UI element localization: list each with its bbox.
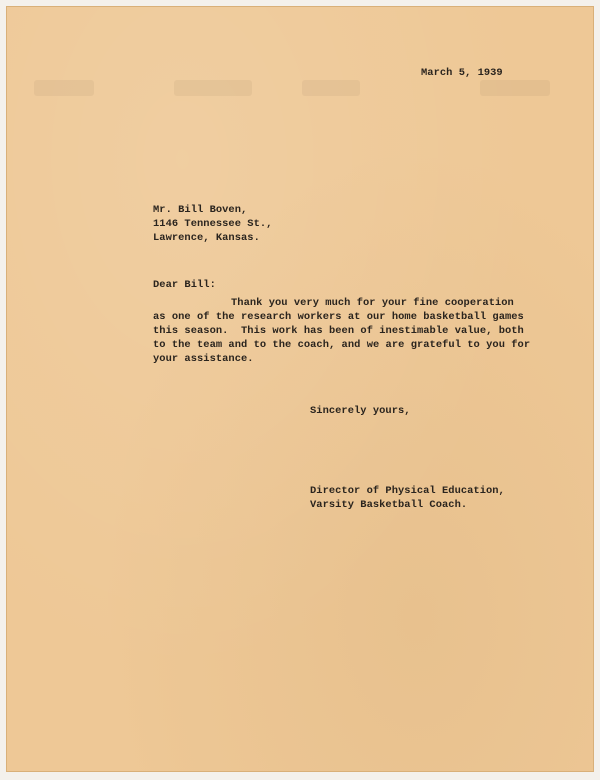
- body-line: as one of the research workers at our home basketball games: [153, 311, 524, 323]
- recipient-street: 1146 Tennessee St.,: [153, 218, 273, 230]
- body-line: this season. This work has been of inestimable value, both: [153, 325, 524, 337]
- ink-bleed-mark: [480, 80, 550, 96]
- salutation: Dear Bill:: [153, 279, 216, 291]
- recipient-name: Mr. Bill Boven,: [153, 204, 248, 216]
- ink-bleed-mark: [302, 80, 360, 96]
- ink-bleed-mark: [34, 80, 94, 96]
- body-line: your assistance.: [153, 353, 254, 365]
- letter-date: March 5, 1939: [421, 67, 503, 79]
- ink-bleed-mark: [174, 80, 252, 96]
- closing: Sincerely yours,: [310, 405, 411, 417]
- signature-title-line: Director of Physical Education,: [310, 485, 505, 497]
- recipient-city: Lawrence, Kansas.: [153, 232, 260, 244]
- letter-page: [6, 6, 594, 772]
- body-line: Thank you very much for your fine cooperation: [231, 297, 514, 309]
- body-line: to the team and to the coach, and we are grateful to you for: [153, 339, 531, 351]
- signature-title-line: Varsity Basketball Coach.: [310, 499, 468, 511]
